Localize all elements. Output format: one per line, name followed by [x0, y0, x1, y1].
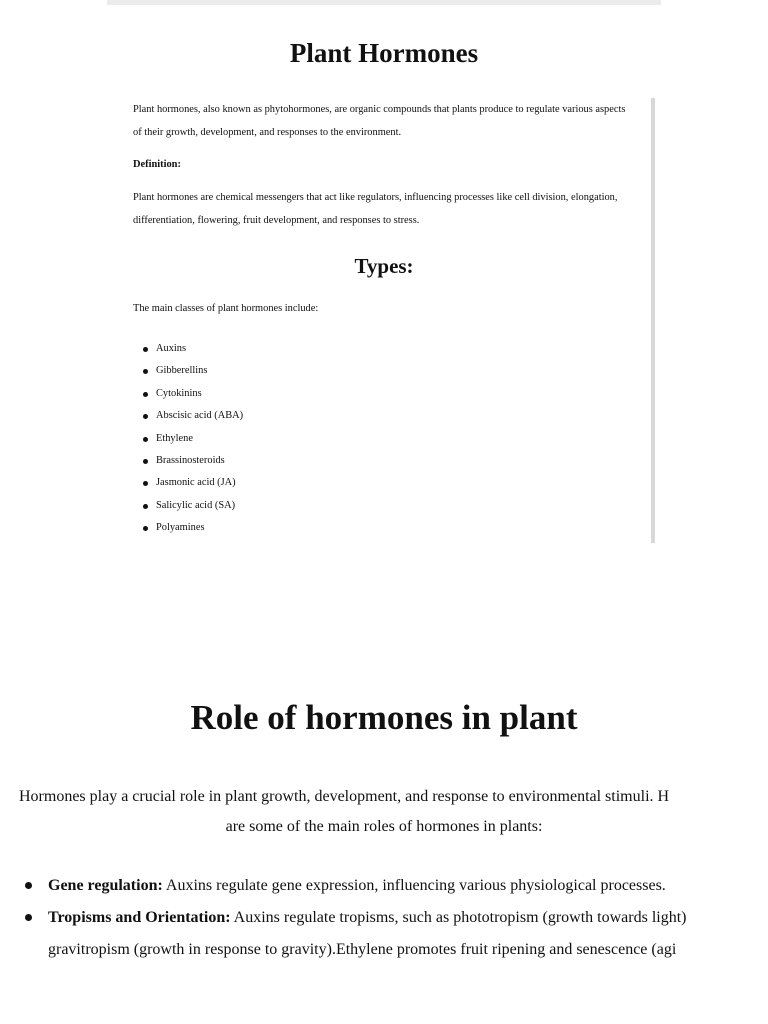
types-heading: Types:	[354, 254, 414, 278]
definition-paragraph: Plant hormones are chemical messengers that act like regulators, influencing processes like cell division, elongation, differentiation, flowering, fruit development, and responses to stress.	[133, 192, 618, 226]
roles-list	[0, 870, 768, 966]
page-body	[133, 98, 633, 540]
role-term: Gene regulation:	[48, 877, 163, 894]
role-description-continued: gravitropism (growth in response to gravity).Ethylene promotes fruit ripening and senescence (agi	[48, 941, 677, 958]
list-item: Cytokinins	[133, 383, 633, 405]
list-item	[0, 870, 768, 902]
list-item: Auxins	[133, 338, 633, 360]
intro-line: are some of the main roles of hormones in plants:	[225, 818, 543, 835]
page-title: Role of hormones in plant	[190, 698, 578, 737]
list-item: Ethylene	[133, 428, 633, 450]
list-item: Abscisic acid (ABA)	[133, 405, 633, 427]
role-description: Auxins regulate tropisms, such as phototropism (growth towards light)	[230, 909, 687, 926]
list-item: Jasmonic acid (JA)	[133, 472, 633, 494]
list-item: Gibberellins	[133, 360, 633, 382]
scrollbar[interactable]	[651, 98, 655, 543]
hormone-types-list	[133, 338, 633, 540]
types-intro: The main classes of plant hormones include:	[133, 303, 319, 314]
list-item: Brassinosteroids	[133, 450, 633, 472]
definition-heading: Definition:	[133, 159, 181, 170]
intro-line: Hormones play a crucial role in plant growth, development, and response to environmental stimuli. H	[19, 788, 670, 805]
intro-paragraph: Plant hormones, also known as phytohormones, are organic compounds that plants produce to regulate various aspects of their growth, development, and responses to the environment.	[133, 104, 626, 138]
intro-paragraph	[0, 782, 768, 842]
list-item: Polyamines	[133, 517, 633, 539]
role-description: Auxins regulate gene expression, influencing various physiological processes.	[162, 877, 666, 894]
list-item: Salicylic acid (SA)	[133, 495, 633, 517]
document-page-2	[0, 690, 768, 1024]
list-item	[0, 902, 768, 966]
role-term: Tropisms and Orientation:	[48, 909, 231, 926]
page-title: Plant Hormones	[289, 38, 479, 68]
